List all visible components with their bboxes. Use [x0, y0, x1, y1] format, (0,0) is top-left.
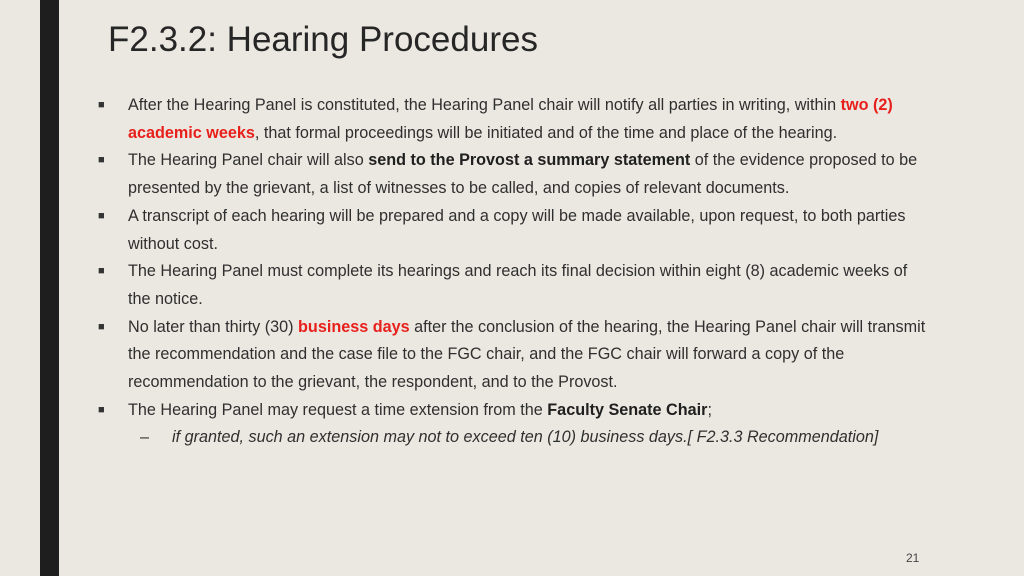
square-bullet-icon: ■ [98, 209, 105, 222]
square-bullet-icon: ■ [98, 154, 105, 167]
sub-bullet-text: if granted, such an extension may not to exceed ten (10) business days.[ F2.3.3 Recommendation] [172, 428, 879, 447]
sub-bullet-item [98, 424, 928, 452]
bullet-text: , that formal proceedings will be initiated and of the time and place of the hearing. [254, 123, 838, 142]
slide-title: F2.3.2: Hearing Procedures [108, 20, 538, 59]
highlight-text: two (2) academic weeks [128, 96, 893, 142]
dash-icon: – [140, 428, 150, 447]
bold-text: Faculty Senate Chair [547, 400, 708, 419]
bullet-item-6 [98, 397, 928, 425]
bullet-text: after the conclusion of the hearing, the Hearing Panel chair will transmit the recommendation and the case file to the FGC chair, and the FGC chair will forward a copy of the recommendation to the grievant, the respondent, and to the Provost. [128, 317, 926, 392]
left-accent-bar [40, 0, 59, 576]
bullet-item-4 [98, 258, 928, 313]
highlight-text: business days [298, 317, 410, 336]
bullet-item-2 [98, 147, 928, 202]
page-number: 21 [906, 551, 920, 565]
square-bullet-icon: ■ [98, 99, 105, 111]
square-bullet-icon: ■ [98, 320, 105, 333]
bullet-text: The Hearing Panel must complete its hearings and reach its final decision within eight (8) academic weeks of the notice. [128, 262, 908, 308]
bullet-item-1 [98, 92, 928, 147]
square-bullet-icon: ■ [98, 265, 105, 278]
bullet-item-5 [98, 314, 928, 397]
bullet-text: No later than thirty (30) [128, 317, 299, 336]
bullet-text: A transcript of each hearing will be prepared and a copy will be made available, upon request, to both parties without cost. [128, 206, 906, 253]
bullet-item-3 [98, 203, 928, 258]
bullet-text: The Hearing Panel may request a time extension from the [128, 400, 548, 419]
bullet-text: The Hearing Panel chair will also [128, 151, 369, 170]
bullet-text: ; [707, 400, 712, 419]
bullet-text: of the evidence proposed to be presented by the grievant, a list of witnesses to be called, and copies of relevant documents. [128, 151, 918, 198]
bullet-text: After the Hearing Panel is constituted, the Hearing Panel chair will notify all parties in writing, within [128, 96, 841, 114]
bullet-list [98, 92, 928, 452]
square-bullet-icon: ■ [98, 403, 105, 416]
bold-text: send to the Provost a summary statement [368, 151, 691, 170]
